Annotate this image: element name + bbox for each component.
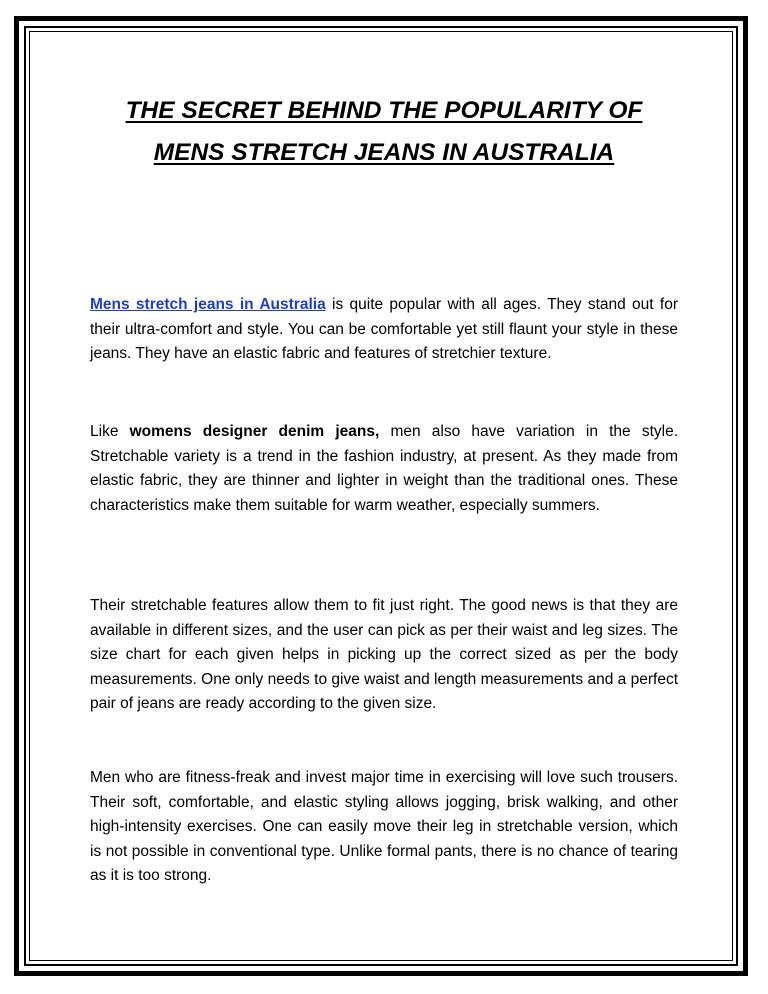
paragraph-2 [90, 420, 678, 518]
document-title [90, 90, 678, 174]
title-line-1: THE SECRET BEHIND THE POPULARITY OF [125, 97, 643, 124]
paragraph-3 [90, 594, 678, 717]
paragraph-3-text: Their stretchable features allow them to fit just right. The good news is that they are available in different sizes, and the user can pick as per their waist and leg sizes. The size chart for each given helps in picking up the correct sized as per the body measurements. One only needs to give waist and length measurements and a perfect pair of jeans are ready according to the given size. [90, 597, 678, 713]
paragraph-1 [90, 293, 678, 367]
paragraph-1-text: is quite popular with all ages. They stand out for their ultra-comfort and style. You can be comfortable yet still flaunt your style in these jeans. They have an elastic fabric and features of stretchier texture. [90, 296, 678, 363]
paragraph-4 [90, 766, 678, 889]
womens-designer-denim-jeans-keyword: womens designer denim jeans, [129, 423, 380, 440]
paragraph-2-prefix: Like [90, 423, 130, 440]
paragraph-2-text: men also have variation in the style. Stretchable variety is a trend in the fashion industry, at present. As they made from elastic fabric, they are thinner and lighter in weight than the traditional ones. These characteristics make them suitable for warm weather, especially summers. [90, 423, 679, 514]
paragraph-4-text: Men who are fitness-freak and invest major time in exercising will love such trousers. Their soft, comfortable, and elastic styling allows jogging, brisk walking, and other high-intensity exercises. One can easily move their leg in stretchable version, which is not possible in conventional type. Unlike formal pants, there is no chance of tearing as it is too strong. [90, 769, 678, 885]
mens-stretch-jeans-link[interactable]: Mens stretch jeans in Australia [90, 296, 326, 313]
title-line-2: MENS STRETCH JEANS IN AUSTRALIA [153, 139, 615, 166]
